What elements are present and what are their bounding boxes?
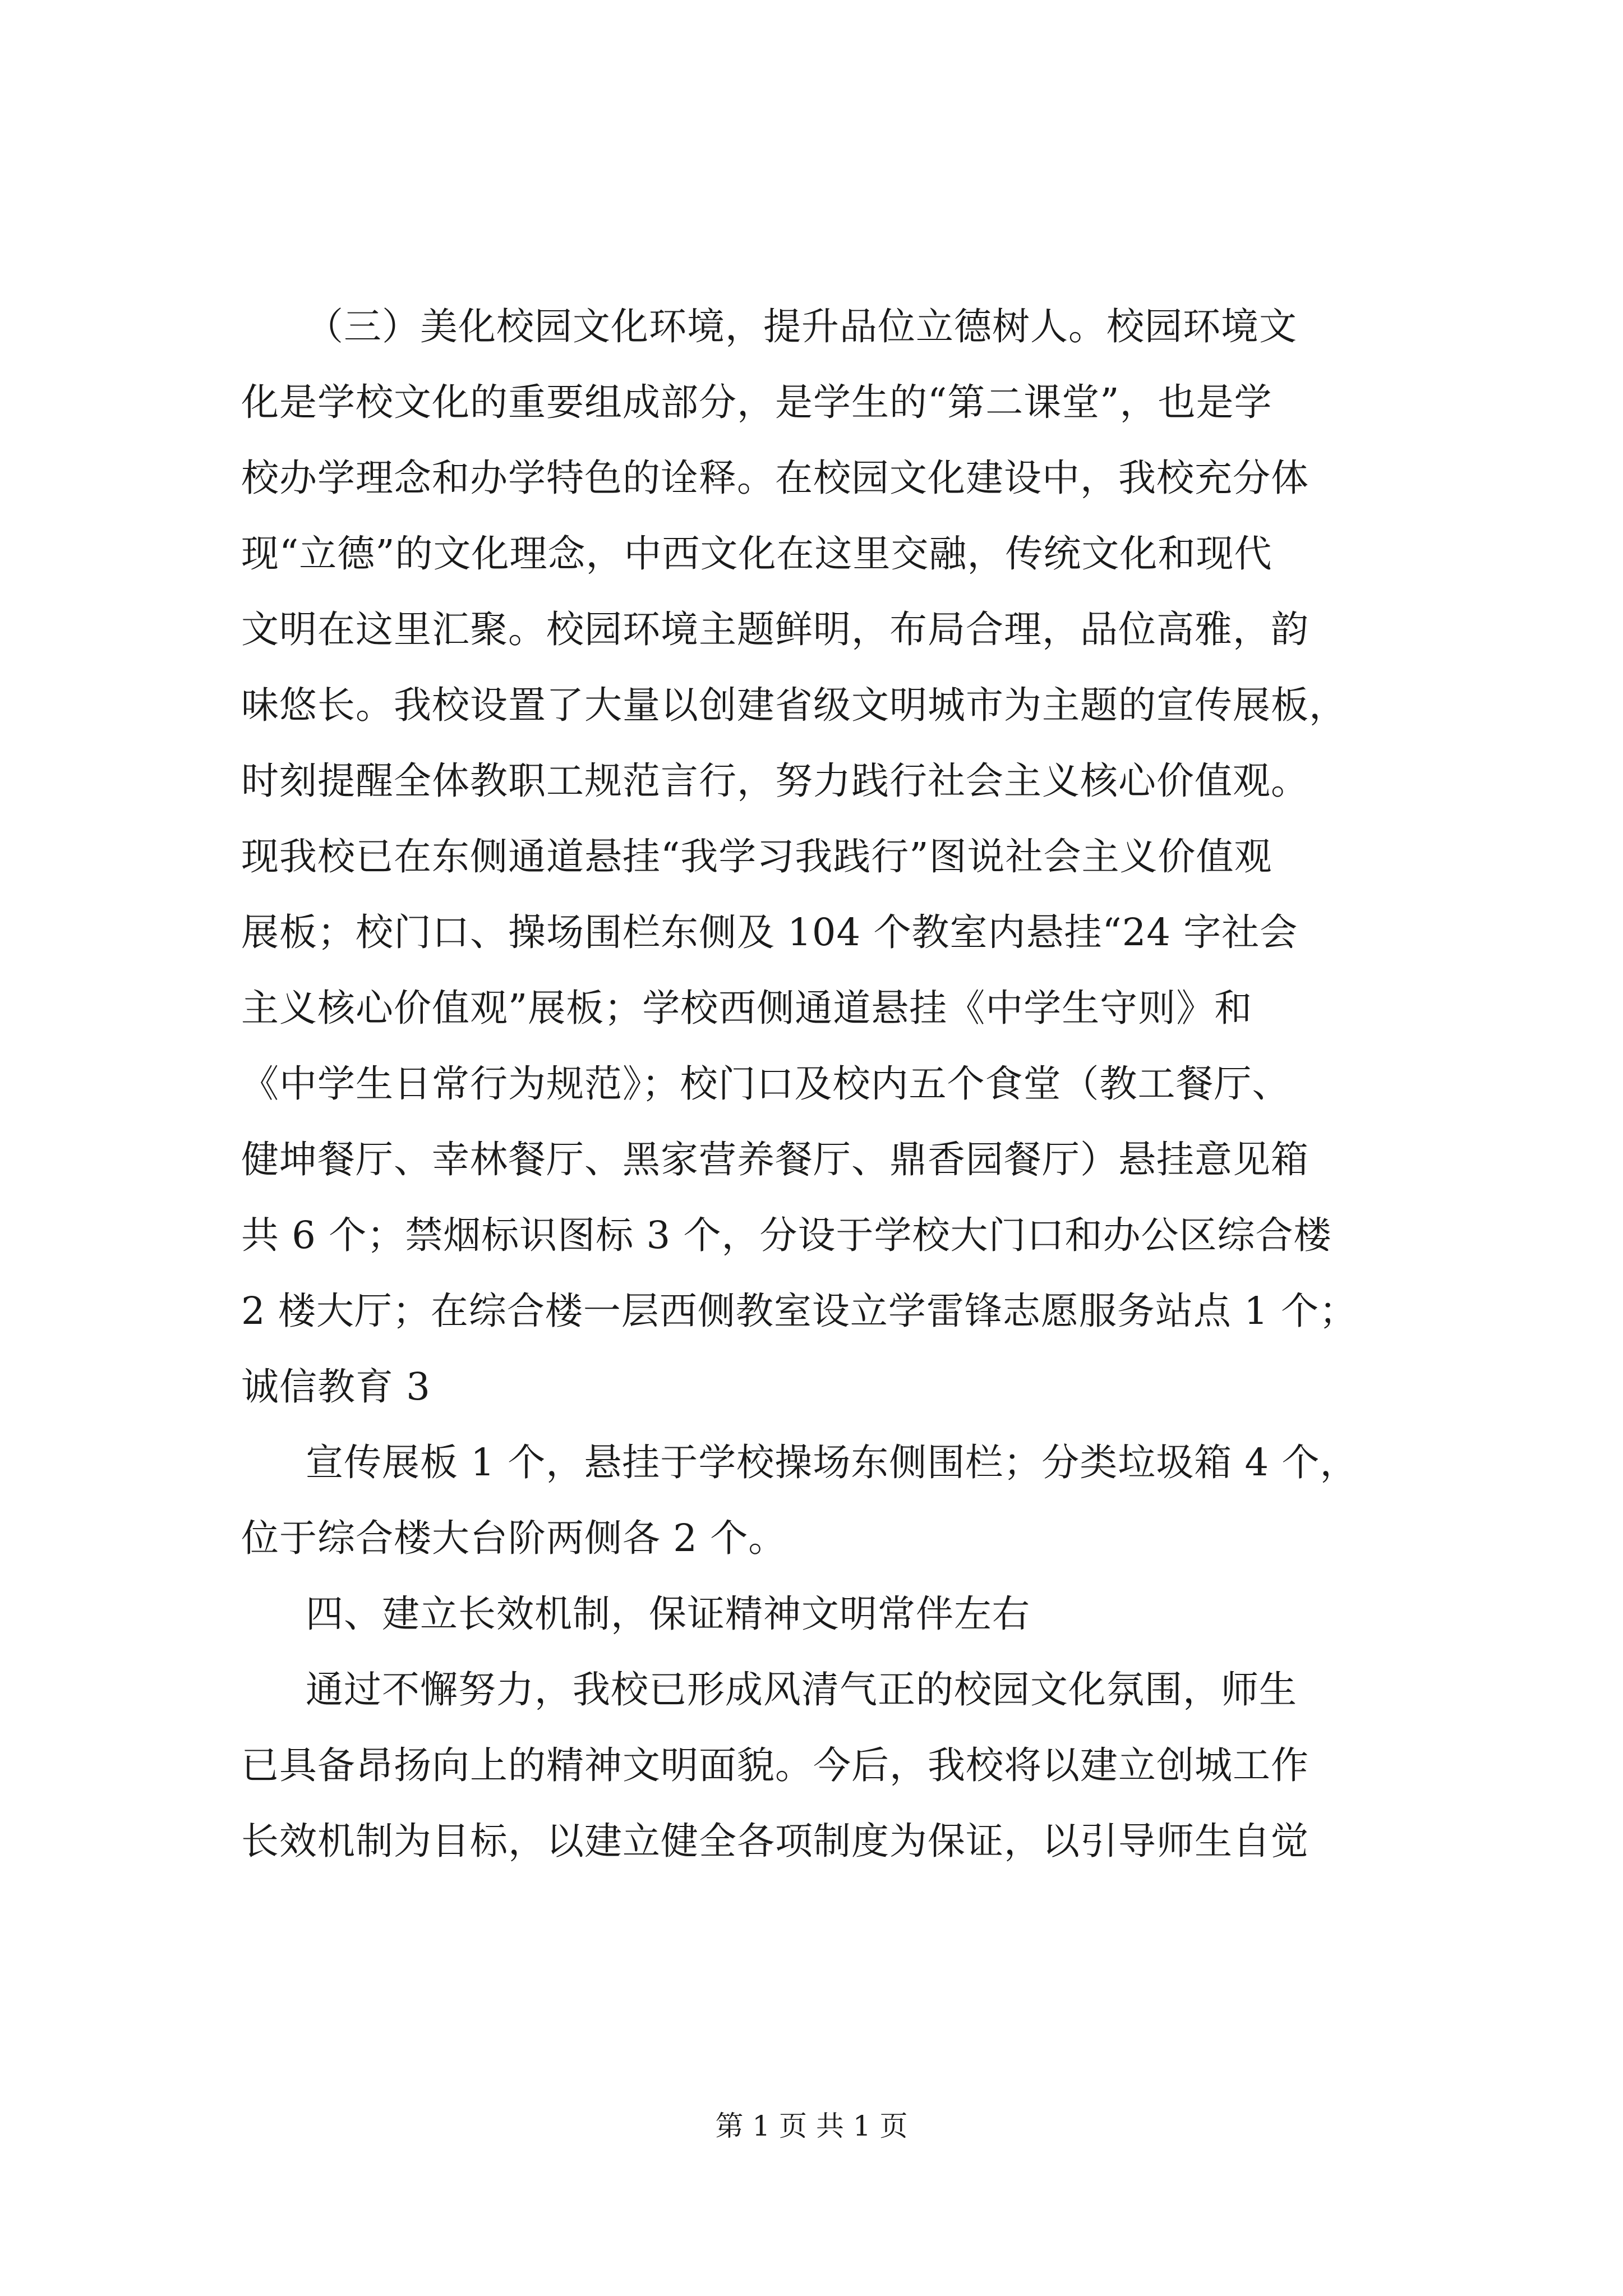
paragraph-line: 时刻提醒全体教职工规范言行，努力践行社会主义核心价值观。 [241,759,1309,803]
paragraph-line: 味悠长。我校设置了大量以创建省级文明城市为主题的宣传展板， [241,683,1347,727]
paragraph-line: 已具备昂扬向上的精神文明面貌。今后，我校将以建立创城工作 [241,1743,1309,1787]
paragraph-line: 主义核心价值观”展板；学校西侧通道悬挂《中学生守则》和 [241,986,1253,1030]
page-footer [0,2109,1623,2143]
paragraph-line: 通过不懈努力，我校已形成风清气正的校园文化氛围，师生 [306,1668,1297,1711]
paragraph-line: 诚信教育 3 [241,1365,431,1409]
body-text [241,289,1419,1879]
paragraph-line: 《中学生日常行为规范》；校门口及校内五个食堂（教工餐厅、 [241,1062,1290,1106]
paragraph-line: 现我校已在东侧通道悬挂“我学习我践行”图说社会主义价值观 [241,835,1272,878]
paragraph-line: 位于综合楼大台阶两侧各 2 个。 [241,1516,787,1560]
section-heading: 四、建立长效机制，保证精神文明常伴左右 [306,1592,1030,1636]
paragraph-line: 化是学校文化的重要组成部分，是学生的“第二课堂”，也是学 [241,380,1272,424]
paragraph-line: 校办学理念和办学特色的诠释。在校园文化建设中，我校充分体 [241,456,1309,500]
paragraph-line: 文明在这里汇聚。校园环境主题鲜明，布局合理，品位高雅，韵 [241,608,1309,651]
page-number-label: 第 1 页 共 1 页 [715,2110,908,2142]
paragraph-line: 2 楼大厅；在综合楼一层西侧教室设立学雷锋志愿服务站点 1 个； [241,1289,1358,1333]
paragraph-line: （三）美化校园文化环境，提升品位立德树人。校园环境文 [306,305,1297,348]
paragraph-line: 长效机制为目标，以建立健全各项制度为保证，以引导师生自觉 [241,1819,1309,1863]
paragraph-line: 健坤餐厅、幸林餐厅、黑家营养餐厅、鼎香园餐厅）悬挂意见箱 [241,1138,1309,1181]
paragraph-line: 现“立德”的文化理念，中西文化在这里交融，传统文化和现代 [241,532,1272,576]
paragraph-line: 展板；校门口、操场围栏东侧及 104 个教室内悬挂“24 字社会 [241,910,1298,954]
paragraph-line: 宣传展板 1 个，悬挂于学校操场东侧围栏；分类垃圾箱 4 个， [306,1441,1358,1484]
paragraph-line: 共 6 个；禁烟标识图标 3 个，分设于学校大门口和办公区综合楼 [241,1213,1332,1257]
